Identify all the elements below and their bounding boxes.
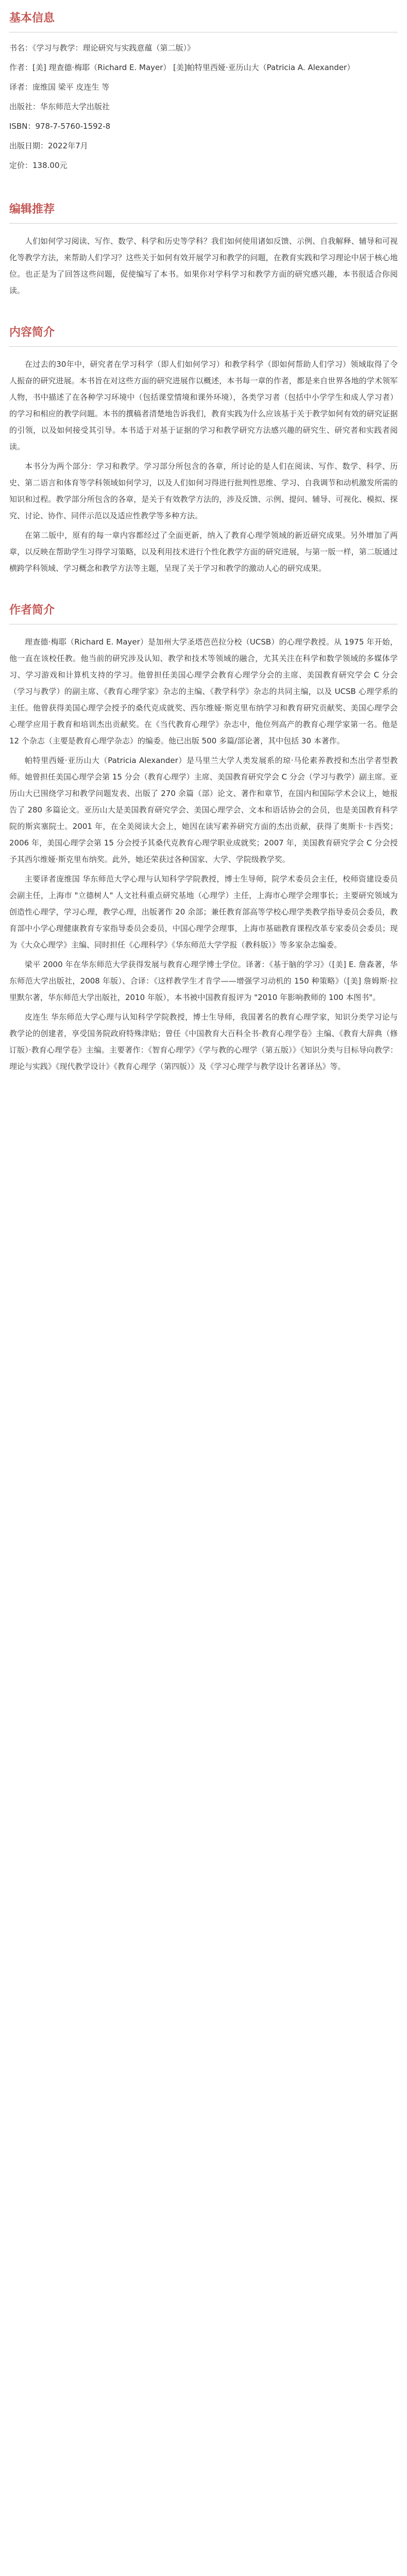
info-label: 出版社： (9, 102, 41, 111)
content-summary-title: 内容简介 (9, 326, 55, 339)
info-value: 华东师范大学出版社 (40, 102, 110, 111)
author-intro-section (0, 592, 407, 1075)
editor-recommendation-section (0, 191, 407, 299)
author-intro-title: 作者简介 (9, 604, 55, 617)
info-row-isbn (9, 120, 398, 132)
basic-info-title: 基本信息 (9, 12, 55, 25)
info-label: 出版日期： (9, 141, 48, 150)
info-row-author (9, 61, 398, 74)
paragraph: 在第二版中，原有的每一章内容都经过了全面更新，纳入了教育心理学领域的新近研究成果。另外增加了两章，以反映在帮助学生习得学习策略，以及利用技术进行个性化教学方面的研究进展，与第一版一样，第二版通过横跨学科领域、学习概念和教学方法等主题，呈现了关于学习和教学的激动人心的研究成果。 (9, 531, 398, 573)
editor-recommendation-title: 编辑推荐 (9, 203, 55, 216)
paragraph: 帕特里西娅·亚历山大（Patricia Alexander）是马里兰大学人类发展系的琼·马伦素养教授和杰出学者型教师。她曾担任美国心理学会第 15 分会（教育心理学）主席、美国教育研究学会 C 分会（学习与教学）副主席。亚历山大已围绕学习和教学问题发表、出版了 270 余篇（部）论文、著作和章节，在国内和国际学术会议上，她报告了 280 多篇论文。亚历山大是美国教育研究学会、美国心理学会、文本和语话协会的会员，也是美国教育科学院的斯宾塞院士。2001 年，在全美阅读大会上，她因在读写素养研究方面的杰出贡献，获得了奥斯卡·卡西奖；2006 年，美国心理学会第 15 分会授予其桑代克教育心理学职业成就奖；2007 年，美国教育研究学会 C 分会授予其西尔维娅·斯克里布纳奖。此外，她还荣获过各种国家、大学、学院级教学奖。 (9, 756, 398, 864)
info-value: 庞维国 梁平 皮连生 等 (32, 82, 110, 92)
info-label: 作者： (9, 63, 33, 72)
info-label: ISBN： (9, 122, 36, 131)
info-row-title (9, 42, 398, 54)
info-row-publisher (9, 100, 398, 113)
content-summary-section (0, 314, 407, 577)
paragraph: 人们如何学习阅读、写作、数学、科学和历史等学科？我们如何使用诸如反馈、示例、自我解释、辅导和可视化等教学方法，来帮助人们学习？这些关于如何有效开展学习和教学的问题，在教育实践和学习理论中居于核心地位。也正是为了回答这些问题，促使编写了本书。如果你对学科学习和教学方面的研究感兴趣，本书很适合你阅读。 (9, 236, 398, 295)
divider (9, 346, 398, 347)
paragraph: 皮连生 华东师范大学心理与认知科学学院教授，博士生导师，我国著名的教育心理学家，知识分类学习论与教学论的创建者，享受国务院政府特殊津贴；曾任《中国教育大百科全书·教育心理学卷》主编、《教育大辞典（修订版）·教育心理学卷》主编。主要著作：《智育心理学》《学与教的心理学（第五版）》《知识分类与目标导向教学：理论与实践》《现代教学设计》《教育心理学（第四版）》及《学习心理学与教学设计名著译丛》等。 (9, 1012, 398, 1071)
info-row-translator (9, 81, 398, 93)
info-value: 138.00元 (32, 161, 67, 170)
paragraph: 梁平 2000 年在华东师范大学获得发展与教育心理学博士学位。译著：《基于脑的学习》（[美] E. 詹森著，华东师范大学出版社，2008 年版）、合译：《这样教学生才肯学——增强学习动机的 150 种策略》（[美] 詹姆斯·拉里默尔著，华东师范大学出版社，2010 年版），本书被中国教育报评为 "2010 年影响教师的 100 本图书"。 (9, 960, 398, 1002)
info-value: 2022年7月 (48, 141, 88, 150)
paragraph: 本书分为两个部分：学习和教学。学习部分所包含的各章，所讨论的是人们在阅读、写作、数学、科学、历史、第二语言和体育等学科领域如何学习，以及人们如何习得进行批判性思维、学习、自我调节和动机激发所需的知识和过程。教学部分所包含的各章，是关于有效教学方法的，涉及反馈、示例、提问、辅导、可视化、模拟、探究、讨论、协作、同伴示范以及适应性教学等多种方法。 (9, 462, 398, 520)
paragraph: 理查德·梅耶（Richard E. Mayer）是加州大学圣塔芭芭拉分校（UCSB）的心理学教授。从 1975 年开始，他一直在该校任教。他当前的研究涉及认知、教学和技术等领域的融合，尤其关注在科学和数学领域的多媒体学习、学习游戏和计算机支持的学习。他曾担任美国心理学会教育心理学分会的主席、美国教育研究学会 C 分会（学习与教学）的副主席、《教育心理学家》杂志的主编、《教学科学》杂志的共同主编，以及 UCSB 心理学系的主任。他曾获得美国心理学会授予的桑代克成就奖、西尔维娅·斯克里布纳学习和教育研究贡献奖、美国心理学会心理学应用于教育和培训杰出贡献奖。在《当代教育心理学》杂志中，他位列高产的教育心理学家第一名。他是 12 个杂志（主要是教育心理学杂志）的编委。他已出版 500 多篇/部论著，其中包括 30 本著作。 (9, 637, 398, 745)
basic-info-section (0, 0, 407, 172)
info-value: 978-7-5760-1592-8 (35, 122, 111, 131)
divider (9, 223, 398, 224)
info-value: 《学习与教学：理论研究与实践意蕴（第二版）》 (32, 43, 195, 53)
info-label: 定价： (9, 161, 33, 170)
paragraph: 主要译者庞维国 华东师范大学心理与认知科学学院教授，博士生导师，院学术委员会主任，校师资建设委员会副主任，上海市 "立德树人" 人文社科重点研究基地（心理学）主任，上海市心理学会理事长；主要研究领域为创造性心理学，学习心理，教学心理，出版著作 20 余部；兼任教育部高等学校心理学类教学指导委员会委员，教育部中小学心理健康教育专家指导委员会委员，中国心理学会理事，上海市基础教育课程改革专家委员会委员；现为《大众心理学》主编、同时担任《心理科学》《华东师范大学学报（教科版）》等多家杂志编委。 (9, 874, 398, 950)
paragraph: 在过去的30年中，研究者在学习科学（即人们如何学习）和教学科学（即如何帮助人们学习）领域取得了令人振奋的研究进展。本书旨在对这些方面的研究进展作以概述，本书每一章的作者，都是来自世界各地的学术领军人物，书中描述了在各种学习环境中（包括课堂情境和课外环境），各类学习者（包括中小学学生和成人学习者）的学习和相应的教学问题。本书的撰稿者清楚地告诉我们，教育实践为什么应该基于关于教学如何有效的研究证据的引领，以及如何接受其引导。本书适于对基于证据的学习和教学研究方法感兴趣的研究生、研究者和实践者阅读。 (9, 360, 398, 451)
info-row-pub-date (9, 140, 398, 152)
info-label: 书名： (9, 43, 33, 53)
info-value: [美] 理查德·梅耶（Richard E. Mayer） [美]帕特里西娅·亚历山大（Patricia A. Alexander） (32, 63, 355, 72)
info-row-price (9, 159, 398, 172)
info-label: 译者： (9, 82, 33, 92)
book-info-page (0, 0, 407, 1098)
